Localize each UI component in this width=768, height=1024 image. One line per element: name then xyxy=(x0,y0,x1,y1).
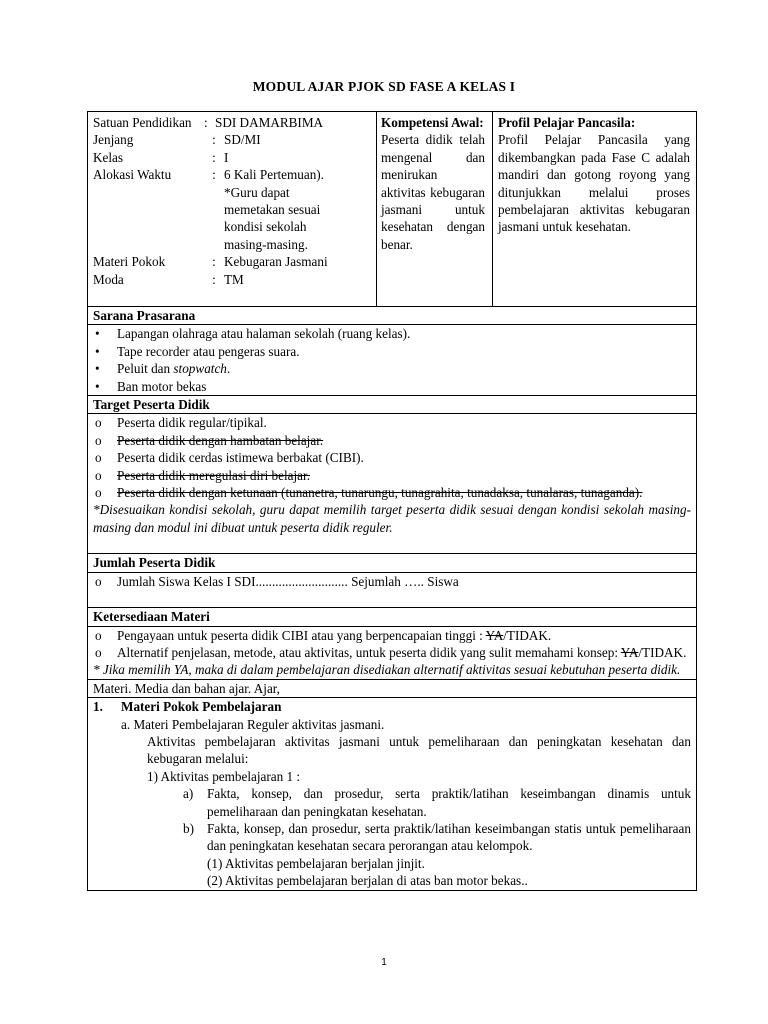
kompetensi-heading: Kompetensi Awal: xyxy=(381,115,484,130)
list-item-text-struck: Peserta didik dengan hambatan belajar. xyxy=(117,432,324,448)
list-item xyxy=(183,785,691,820)
circle-bullet-icon: o xyxy=(95,467,102,483)
ya-struck: YA xyxy=(620,644,639,660)
circle-bullet-icon: o xyxy=(95,432,102,448)
kompetensi-cell xyxy=(377,112,493,306)
identity-colon: : xyxy=(212,167,216,183)
list-item-text: Peserta didik cerdas istimewa berbakat (CIBI). xyxy=(117,450,364,466)
profil-cell xyxy=(493,112,696,306)
identity-value: 6 Kali Pertemuan). *Guru dapat memetakan sesuai kondisi sekolah masing-masing. xyxy=(224,167,324,252)
identity-row-alokasi xyxy=(93,166,376,253)
document-title: MODUL AJAR PJOK SD FASE A KELAS I xyxy=(252,79,516,94)
page-number: 1 xyxy=(381,957,387,968)
ketersediaan-heading: Ketersediaan Materi xyxy=(88,608,696,626)
sub-marker: b) xyxy=(183,820,194,836)
profil-heading: Profil Pelajar Pancasila: xyxy=(498,115,636,130)
identity-row-jenjang xyxy=(93,131,376,148)
materi-media-row: Materi. Media dan bahan ajar. Ajar, xyxy=(88,680,696,698)
list-item-text xyxy=(117,644,691,661)
materi-pokok-heading: Materi Pokok Pembelajaran xyxy=(121,699,282,715)
identity-colon: : xyxy=(212,271,216,287)
list-item-text xyxy=(117,360,691,377)
identity-row-moda xyxy=(93,271,376,288)
section-number: 1. xyxy=(93,699,103,715)
list-item xyxy=(93,484,691,501)
list-item-text xyxy=(117,627,691,644)
spacer xyxy=(93,590,691,607)
activity-line: (2) Aktivitas pembelajaran berjalan di atas ban motor bekas.. xyxy=(207,873,528,889)
bullet-icon: • xyxy=(95,326,100,342)
identity-value: I xyxy=(224,149,229,165)
circle-bullet-icon: o xyxy=(95,627,102,643)
circle-bullet-icon: o xyxy=(95,644,102,660)
list-item-text-struck: Peserta didik dengan ketunaan (tunanetra, tunarungu, tunagrahita, tunadaksa, tunalaras, tunaganda). xyxy=(117,485,643,501)
circle-bullet-icon: o xyxy=(95,485,102,501)
sarana-heading: Sarana Prasarana xyxy=(88,307,696,325)
identity-label: Kelas xyxy=(93,149,124,165)
target-section xyxy=(88,414,696,554)
identity-value: SDI DAMARBIMA xyxy=(215,115,324,130)
list-item-text: Tape recorder atau pengeras suara. xyxy=(117,343,300,359)
identity-value: TM xyxy=(224,271,244,287)
list-item-text: Peserta didik regular/tipikal. xyxy=(117,415,267,431)
list-item xyxy=(93,378,691,395)
circle-bullet-icon: o xyxy=(95,415,102,431)
identity-colon: : xyxy=(204,115,208,130)
identity-row-kelas xyxy=(93,149,376,166)
identity-label: Jenjang xyxy=(93,132,134,148)
list-item xyxy=(93,467,691,484)
ya-struck: YA xyxy=(485,627,504,643)
list-item xyxy=(183,820,691,855)
list-item xyxy=(93,644,691,661)
identity-value: SD/MI xyxy=(224,132,261,148)
list-item-text-part: Pengayaan untuk peserta didik CIBI atau yang berpencapaian tinggi : xyxy=(117,627,486,643)
list-item xyxy=(93,627,691,644)
identity-colon: : xyxy=(212,149,216,165)
circle-bullet-icon: o xyxy=(95,573,102,589)
sub-marker: a) xyxy=(183,786,194,802)
materi-pokok-heading-row xyxy=(93,698,691,715)
ketersediaan-section xyxy=(88,627,696,680)
spacer xyxy=(93,536,691,553)
identity-colon: : xyxy=(212,132,216,148)
list-item xyxy=(93,343,691,360)
tidak-option: /TIDAK. xyxy=(503,627,552,643)
ketersediaan-note: * Jika memilih YA, maka di dalam pembelajaran disediakan alternatif aktivitas sesuai kebutuhan peserta didik. xyxy=(93,662,681,678)
target-heading: Target Peserta Didik xyxy=(88,396,696,414)
list-item-text-tail: . xyxy=(226,361,231,377)
kompetensi-text: Peserta didik telah mengenal dan menirukan aktivitas kebugaran jasmani untuk kesehatan dengan benar. xyxy=(381,132,485,252)
materi-intro: Aktivitas pembelajaran aktivitas jasmani untuk pemeliharaan dan peningkatan kesehatan dan kebugaran melalui: xyxy=(147,733,691,767)
list-item-text: Fakta, konsep, dan prosedur, serta praktik/latihan keseimbangan statis untuk pemeliharaan dan peningkatan kesehatan secara perorangan atau kelompok. xyxy=(207,820,691,854)
activity-line: (1) Aktivitas pembelajaran berjalan jinjit. xyxy=(207,855,425,871)
list-item-text: Lapangan olahraga atau halaman sekolah (ruang kelas). xyxy=(117,326,411,342)
identity-value: Kebugaran Jasmani xyxy=(224,254,328,270)
list-item xyxy=(93,360,691,377)
jumlah-heading: Jumlah Peserta Didik xyxy=(88,554,696,572)
list-item xyxy=(93,414,691,431)
list-item-text-part: Alternatif penjelasan, metode, atau aktivitas, untuk peserta didik yang sulit memahami konsep: xyxy=(117,644,621,660)
circle-bullet-icon: o xyxy=(95,450,102,466)
identity-label: Alokasi Waktu xyxy=(93,167,172,183)
sarana-list xyxy=(88,325,696,396)
list-item xyxy=(93,573,691,590)
bullet-icon: • xyxy=(95,343,100,359)
list-item-text: Fakta, konsep, dan prosedur, serta praktik/latihan keseimbangan dinamis untuk pemeliharaan dan peningkatan kesehatan. xyxy=(207,786,691,819)
target-note: *Disesuaikan kondisi sekolah, guru dapat memilih target peserta didik sesuai dengan kondisi sekolah masing-masing dan modul ini dibuat untuk peserta didik reguler. xyxy=(93,502,691,535)
identity-colon: : xyxy=(212,254,216,270)
list-item xyxy=(93,432,691,449)
identity-label: Materi Pokok xyxy=(93,254,166,270)
italic-word: stopwatch xyxy=(173,361,227,377)
profil-text: Profil Pelajar Pancasila yang dikembangkan pada Fase C adalah mandiri dan gotong royong yang ditunjukkan melalui proses pembelajaran aktivitas kebugaran jasmani untuk kesehatan. xyxy=(498,132,690,235)
list-item xyxy=(93,325,691,342)
aktivitas-sub-list xyxy=(93,785,691,889)
tidak-option: /TIDAK. xyxy=(638,644,687,660)
materi-pokok-section xyxy=(88,698,696,889)
identity-cell xyxy=(88,112,377,306)
header-row xyxy=(88,112,696,307)
list-item-text: Jumlah Siswa Kelas I SDI............................ Sejumlah ….. Siswa xyxy=(117,573,459,589)
identity-row-school xyxy=(93,114,376,131)
list-item-text-struck: Peserta didik meregulasi diri belajar. xyxy=(117,467,310,483)
bullet-icon: • xyxy=(95,361,100,377)
jumlah-section xyxy=(88,573,696,608)
list-item-text-part: Peluit dan xyxy=(117,361,174,377)
list-item xyxy=(93,449,691,466)
module-table xyxy=(87,111,697,891)
list-item-text: Ban motor bekas xyxy=(117,378,207,394)
bullet-icon: • xyxy=(95,378,100,394)
materi-reguler-line: a. Materi Pembelajaran Reguler aktivitas jasmani. xyxy=(121,716,385,732)
identity-label: Satuan Pendidikan xyxy=(93,115,192,130)
aktivitas-1-line: 1) Aktivitas pembelajaran 1 : xyxy=(147,768,301,784)
identity-label: Moda xyxy=(93,271,124,287)
identity-row-materi xyxy=(93,253,376,270)
